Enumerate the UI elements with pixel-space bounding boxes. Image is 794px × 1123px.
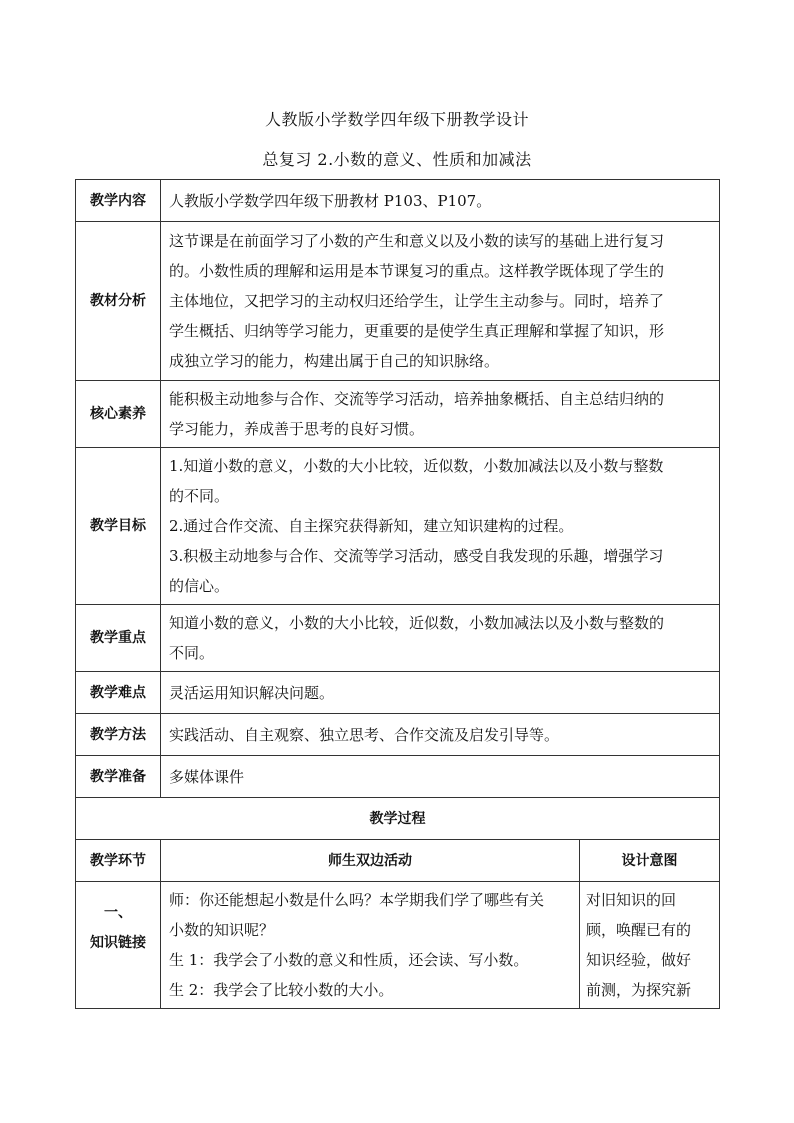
row-label: 教学难点: [76, 672, 161, 714]
stage-cell: [76, 882, 161, 1009]
row-text: [161, 672, 720, 714]
text-line: 知识经验，做好: [586, 951, 692, 969]
row-analysis: [76, 222, 720, 381]
row-text: [161, 180, 720, 222]
row-preparation: [76, 756, 720, 798]
col-header-stage: 教学环节: [76, 840, 161, 882]
document-title: 人教版小学数学四年级下册教学设计: [264, 110, 529, 129]
text-line: 前测，为探究新: [586, 981, 692, 999]
row-label: 教学重点: [76, 605, 161, 672]
row-text: [161, 714, 720, 756]
process-heading-row: [76, 798, 720, 840]
process-row-1: [76, 882, 720, 1009]
row-text: [161, 756, 720, 798]
row-text: [161, 381, 720, 448]
text-line: 的。小数性质的理解和运用是本节课复习的重点。这样教学既体现了学生的: [169, 262, 665, 280]
text-line: 师：你还能想起小数是什么吗？本学期我们学了哪些有关: [169, 891, 545, 909]
row-label: 教材分析: [76, 222, 161, 381]
row-key-points: [76, 605, 720, 672]
text-line: 1.知道小数的意义，小数的大小比较，近似数，小数加减法以及小数与整数: [169, 457, 664, 475]
text-line: 的不同。: [169, 487, 230, 505]
row-difficulty: [76, 672, 720, 714]
row-label: 教学方法: [76, 714, 161, 756]
text-line: 主体地位，又把学习的主动权归还给学生，让学生主动参与。同时，培养了: [169, 292, 665, 310]
row-label: 教学准备: [76, 756, 161, 798]
text-line: 能积极主动地参与合作、交流等学习活动，培养抽象概括、自主总结归纳的: [169, 390, 665, 408]
col-header-activity: 师生双边活动: [161, 840, 580, 882]
intent-cell: [580, 882, 720, 1009]
text-line: 顾，唤醒已有的: [586, 921, 692, 939]
process-heading: 教学过程: [76, 798, 720, 840]
text-line: 成独立学习的能力，构建出属于自己的知识脉络。: [169, 352, 500, 370]
process-column-headers: [76, 840, 720, 882]
text-line: 生 2：我学会了比较小数的大小。: [169, 981, 394, 999]
text-line: 人教版小学数学四年级下册教材 P103、P107。: [169, 191, 492, 210]
col-header-intent: 设计意图: [580, 840, 720, 882]
stage-number: 一、: [104, 905, 132, 921]
text-line: 这节课是在前面学习了小数的产生和意义以及小数的读写的基础上进行复习: [169, 232, 665, 250]
text-line: 小数的知识呢？: [169, 921, 275, 939]
row-content: [76, 180, 720, 222]
text-line: 的信心。: [169, 577, 230, 595]
text-line: 学习能力，养成善于思考的良好习惯。: [169, 420, 425, 438]
text-line: 灵活运用知识解决问题。: [169, 683, 335, 702]
lesson-plan-table: [75, 179, 720, 1009]
text-line: 不同。: [169, 644, 215, 662]
row-text: [161, 448, 720, 605]
text-line: 多媒体课件: [169, 767, 245, 786]
text-line: 对旧知识的回: [586, 891, 677, 909]
row-goals: [76, 448, 720, 605]
row-label: 教学目标: [76, 448, 161, 605]
text-line: 实践活动、自主观察、独立思考、合作交流及启发引导等。: [169, 725, 560, 744]
text-line: 2.通过合作交流、自主探究获得新知，建立知识建构的过程。: [169, 517, 574, 535]
row-text: [161, 605, 720, 672]
row-method: [76, 714, 720, 756]
row-text: [161, 222, 720, 381]
row-literacy: [76, 381, 720, 448]
text-line: 知道小数的意义，小数的大小比较，近似数，小数加减法以及小数与整数的: [169, 614, 665, 632]
stage-name: 知识链接: [90, 935, 146, 951]
row-label: 核心素养: [76, 381, 161, 448]
text-line: 生 1：我学会了小数的意义和性质，还会读、写小数。: [169, 951, 529, 969]
row-label: 教学内容: [76, 180, 161, 222]
text-line: 3.积极主动地参与合作、交流等学习活动，感受自我发现的乐趣，增强学习: [169, 547, 664, 565]
text-line: 学生概括、归纳等学习能力，更重要的是使学生真正理解和掌握了知识，形: [169, 322, 665, 340]
activity-cell: [161, 882, 580, 1009]
document-subtitle: 总复习 2.小数的意义、性质和加减法: [262, 150, 532, 169]
